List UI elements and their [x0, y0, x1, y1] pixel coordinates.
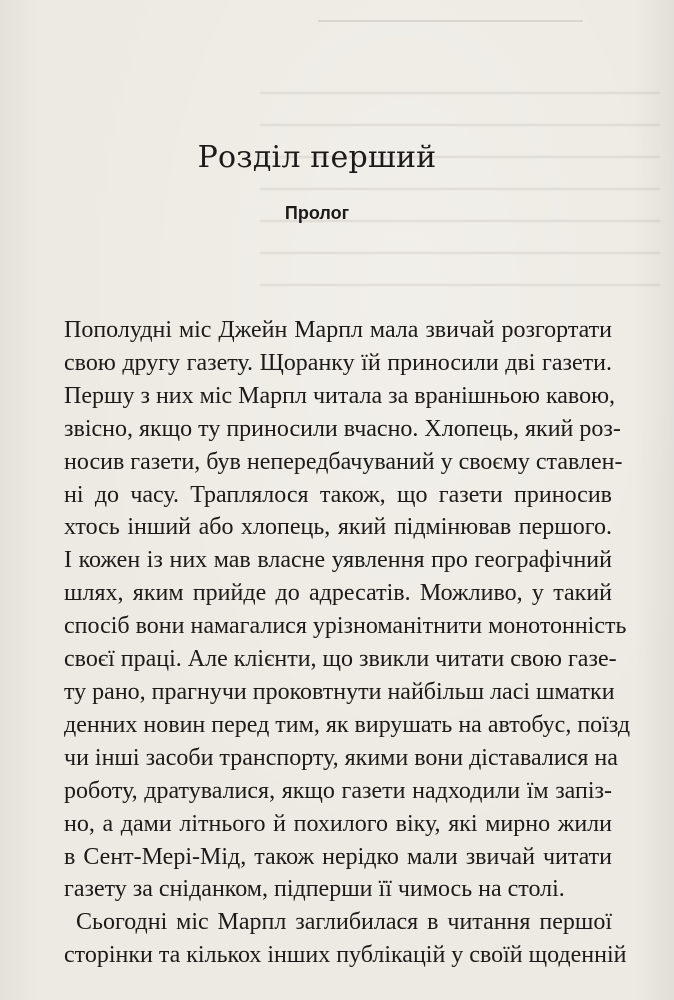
text-line: свою другу газету. Щоранку їй приносили дві газети.: [64, 349, 612, 376]
text-line: ту рано, прагнучи проковтнути найбільш ласі шматки: [64, 678, 615, 705]
text-line: Сьогодні міс Марпл заглибилася в читання першої: [76, 909, 612, 936]
text-line: сторінки та кількох інших публікацій у своїй щоденній: [64, 942, 627, 969]
text-line: чи інші засоби транспорту, якими вони діставалися на: [64, 744, 618, 771]
chapter-subtitle: Пролог: [284, 203, 350, 223]
text-line: денних новин перед тим, як вирушать на автобус, поїзд: [64, 711, 631, 738]
text-line: шлях, яким прийде до адресатів. Можливо, у такий: [64, 580, 612, 607]
text-line: спосіб вони намагалися урізноманітнити монотонність: [64, 613, 627, 640]
text-line: носив газети, був непередбачуваний у своєму ставлен-: [64, 448, 623, 475]
body-text: [64, 314, 631, 972]
show-through-running-head: [318, 20, 583, 22]
text-line: звісно, якщо ту приносили вчасно. Хлопець, який роз-: [64, 415, 621, 442]
chapter-title: Розділ перший: [197, 140, 437, 175]
text-line: газету за сніданком, підперши її чимось на столі.: [64, 876, 565, 903]
paragraph-1: [64, 314, 631, 906]
text-line: Першу з них міс Марпл читала за вранішньою кавою,: [64, 382, 616, 409]
text-line: в Сент-Мері-Мід, також нерідко мали звичай читати: [64, 843, 612, 870]
text-line: но, а дами літнього й похилого віку, які мирно жили: [64, 810, 612, 837]
text-line: ні до часу. Траплялося також, що газети приносив: [64, 481, 612, 508]
text-line: хтось інший або хлопець, який підмінював першого.: [64, 514, 612, 541]
text-line: Пополудні міс Джейн Марпл мала звичай розгортати: [64, 317, 612, 343]
text-line: своєї праці. Але клієнти, що звикли читати свою газе-: [64, 646, 617, 673]
text-line: І кожен із них мав власне уявлення про географічний: [64, 547, 612, 574]
text-line: роботу, дратувалися, якщо газети надходили їм запіз-: [64, 777, 612, 804]
paragraph-2: [64, 906, 627, 972]
